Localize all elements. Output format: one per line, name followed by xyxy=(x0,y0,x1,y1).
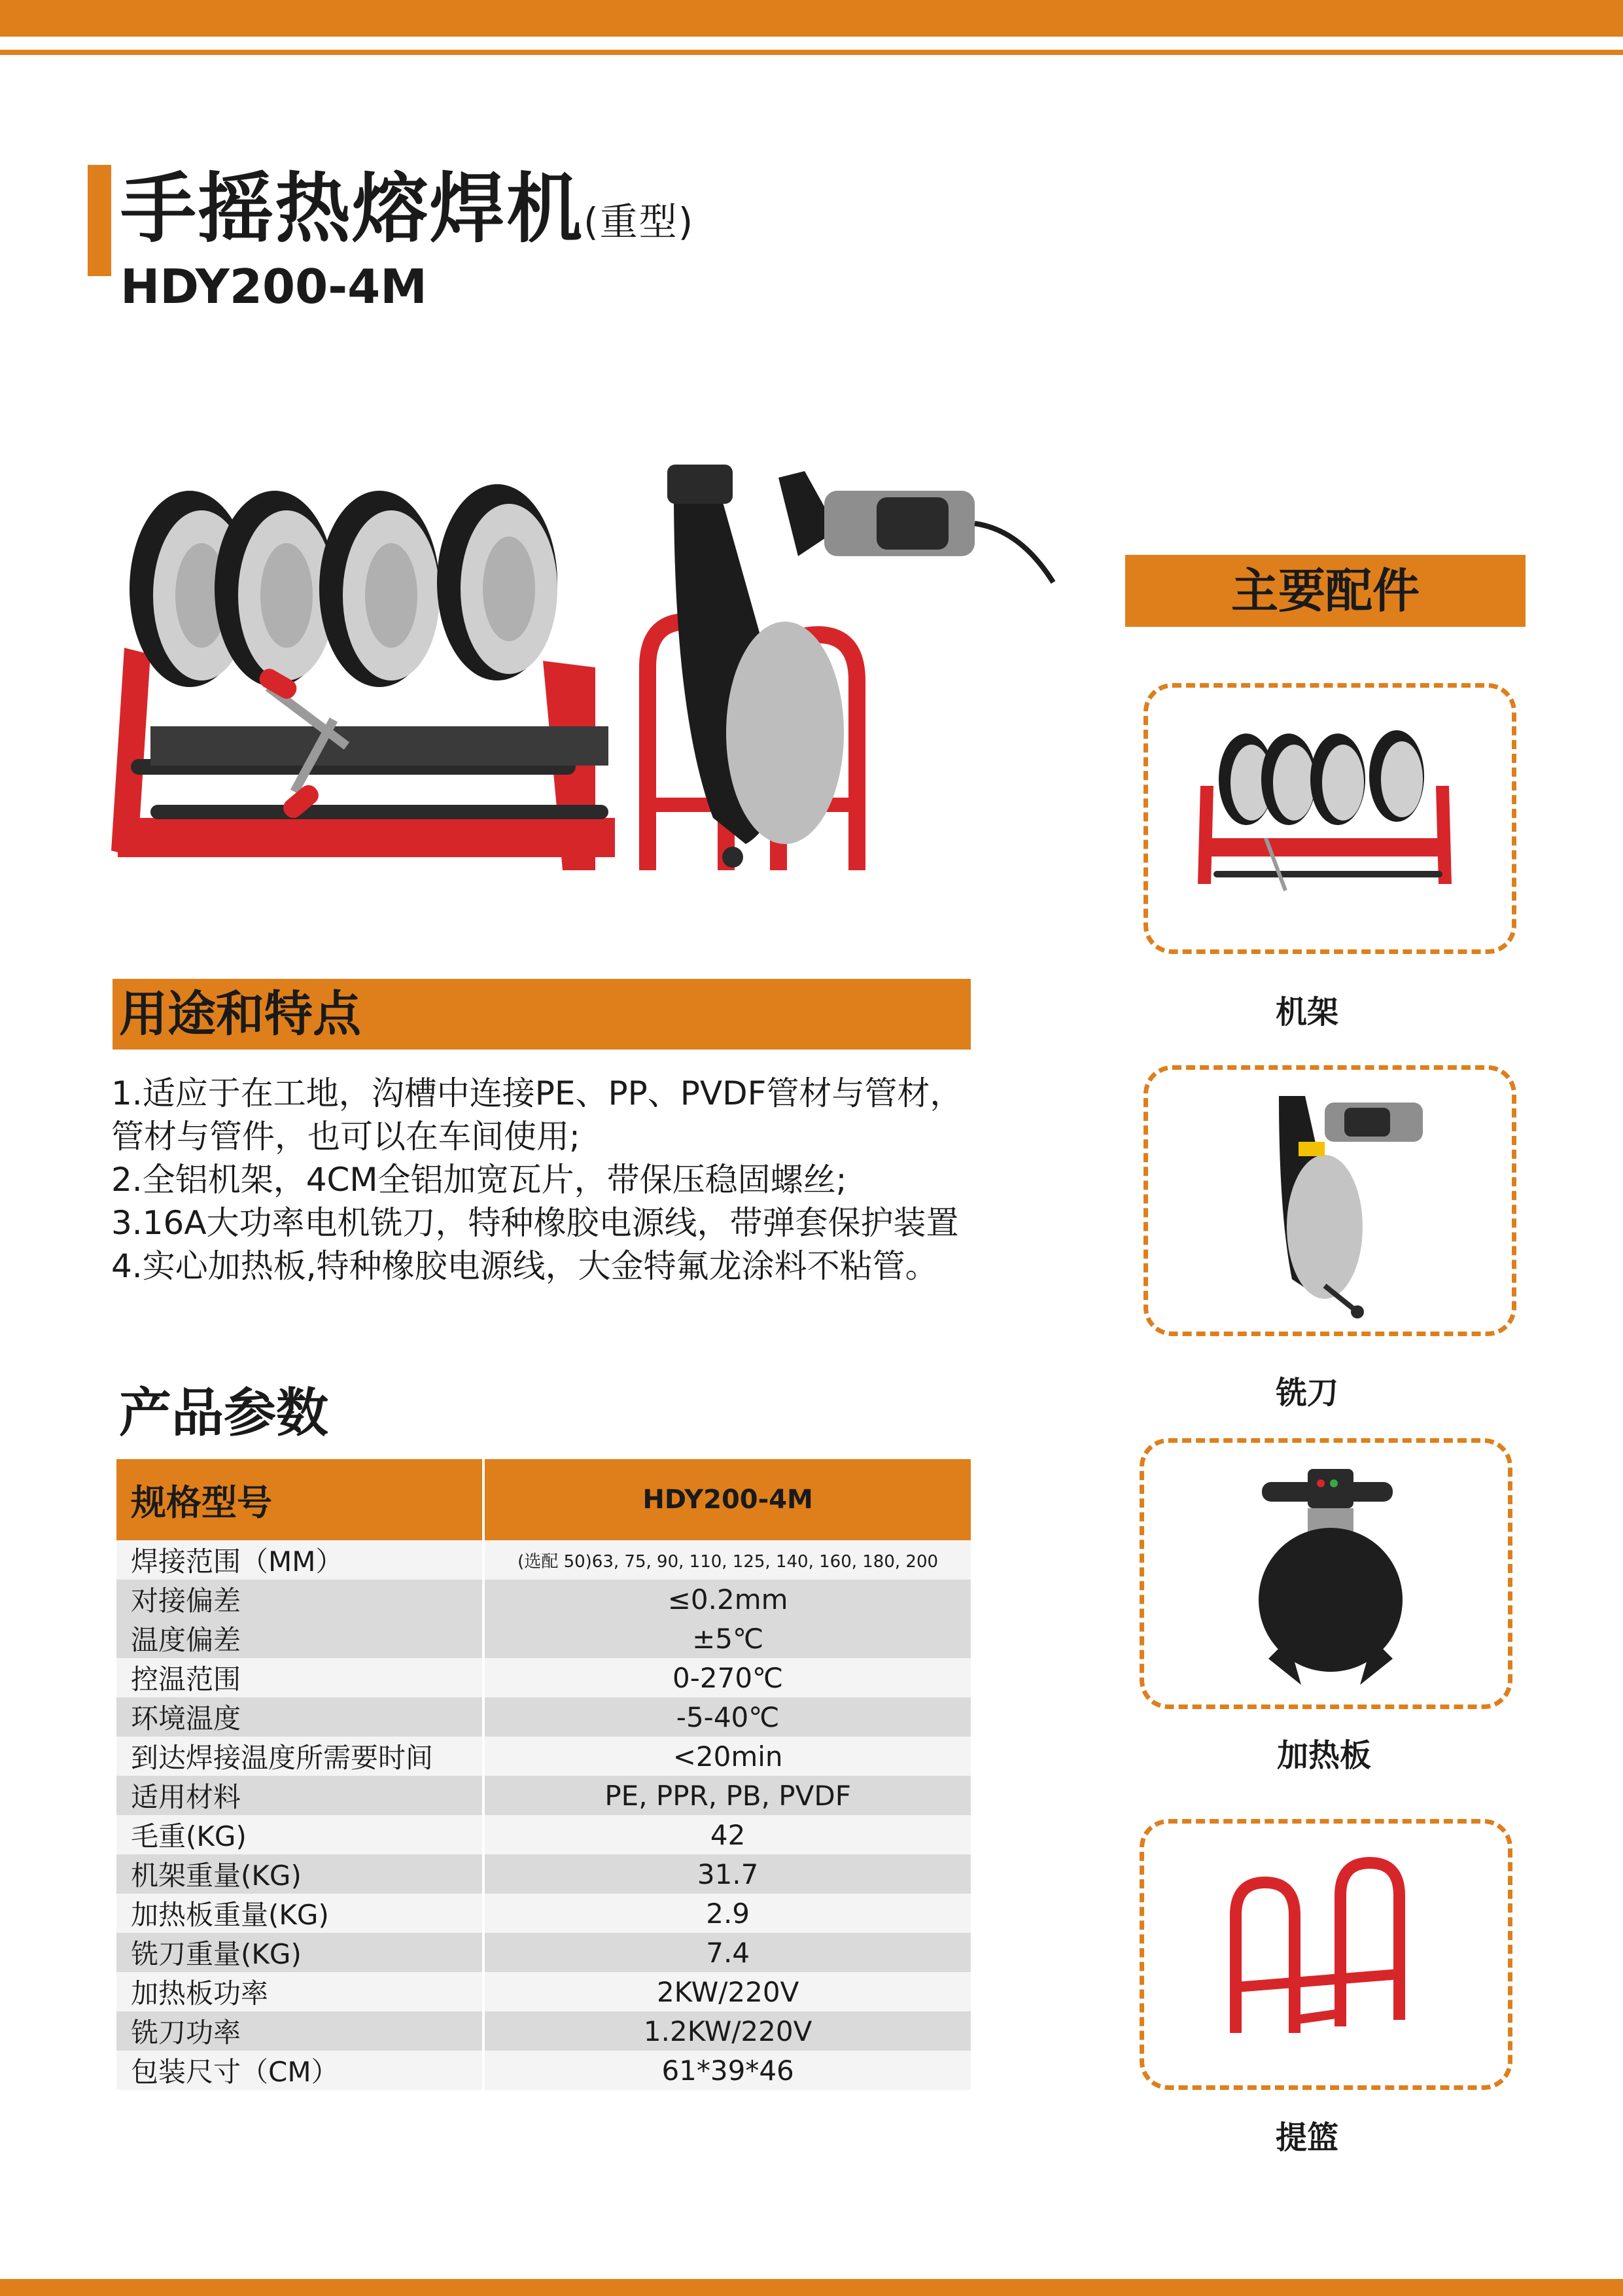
spec-value: PE, PPR, PB, PVDF xyxy=(483,1776,971,1815)
table-row xyxy=(116,1972,971,2011)
basket-thumbnail-image xyxy=(1144,1824,1508,2085)
feature-item: 3.16A大功率电机铣刀，特种橡胶电源线，带弹套保护装置 xyxy=(111,1204,959,1242)
heating-plate-thumbnail-image xyxy=(1144,1443,1508,1704)
table-row xyxy=(116,2011,971,2051)
spec-value: 1.2KW/220V xyxy=(483,2011,971,2051)
spec-label: 到达焊接温度所需要时间 xyxy=(116,1737,483,1776)
features-list xyxy=(111,1072,975,1288)
spec-label: 包装尺寸（CM） xyxy=(116,2051,483,2090)
accessory-label-trimmer: 铣刀 xyxy=(1275,1375,1338,1411)
accessory-label-basket: 提篮 xyxy=(1275,2119,1338,2156)
spec-table xyxy=(116,1459,971,2090)
spec-label: 适用材料 xyxy=(116,1776,483,1815)
trimmer-thumbnail-image xyxy=(1148,1070,1512,1332)
spec-value: ±5℃ xyxy=(483,1619,971,1658)
params-heading: 产品参数 xyxy=(119,1383,328,1443)
accessories-heading: 主要配件 xyxy=(1230,563,1420,618)
spec-table-header xyxy=(116,1459,971,1540)
spec-value: 42 xyxy=(483,1815,971,1854)
spec-label: 加热板功率 xyxy=(116,1972,483,2011)
accessory-card-trimmer xyxy=(1143,1065,1516,1336)
spec-label: 温度偏差 xyxy=(116,1619,483,1658)
main-machine-image xyxy=(72,451,1066,903)
spec-label: 焊接范围（MM） xyxy=(116,1540,483,1580)
top-accent-bar xyxy=(0,0,1623,37)
accessory-label-frame: 机架 xyxy=(1275,994,1338,1031)
spec-label: 铣刀功率 xyxy=(116,2011,483,2051)
table-row xyxy=(116,1933,971,1972)
spec-header-model: HDY200-4M xyxy=(483,1459,971,1540)
title-main: 手摇热熔焊机 xyxy=(120,165,584,253)
model-number: HDY200-4M xyxy=(120,259,427,314)
top-accent-line xyxy=(0,50,1623,55)
spec-value: 61*39*46 xyxy=(483,2051,971,2090)
accessories-section-header xyxy=(1125,555,1526,627)
feature-item: 4.实心加热板,特种橡胶电源线，大金特氟龙涂料不粘管。 xyxy=(111,1247,938,1285)
spec-label: 机架重量(KG) xyxy=(116,1854,483,1894)
spec-label: 控温范围 xyxy=(116,1658,483,1697)
page-title xyxy=(120,164,694,268)
spec-value: 2KW/220V xyxy=(483,1972,971,2011)
uses-heading: 用途和特点 xyxy=(119,986,361,1042)
spec-value: 2.9 xyxy=(483,1894,971,1933)
feature-item: 2.全铝机架，4CM全铝加宽瓦片，带保压稳固螺丝; xyxy=(111,1161,847,1199)
table-row xyxy=(116,1776,971,1815)
spec-value: (选配 50)63, 75, 90, 110, 125, 140, 160, 180, 200 xyxy=(483,1540,971,1580)
table-row xyxy=(116,2051,971,2090)
spec-value: -5-40℃ xyxy=(483,1697,971,1737)
spec-value: 7.4 xyxy=(483,1933,971,1972)
spec-label: 毛重(KG) xyxy=(116,1815,483,1854)
feature-item: 1.适应于在工地，沟槽中连接PE、PP、PVDF管材与管材，管材与管件，也可以在车间使用; xyxy=(111,1074,963,1156)
title-accent-mark xyxy=(88,165,111,276)
table-row xyxy=(116,1540,971,1580)
spec-value: 0-270℃ xyxy=(483,1658,971,1697)
spec-value: 31.7 xyxy=(483,1854,971,1894)
accessory-card-heating-plate xyxy=(1140,1438,1512,1709)
uses-section-header xyxy=(113,979,971,1050)
table-row xyxy=(116,1697,971,1737)
table-row xyxy=(116,1815,971,1854)
bottom-accent-bar xyxy=(0,2279,1623,2296)
table-row xyxy=(116,1854,971,1894)
table-row xyxy=(116,1658,971,1697)
table-row xyxy=(116,1737,971,1776)
table-row xyxy=(116,1580,971,1619)
frame-thumbnail-image xyxy=(1148,688,1512,949)
spec-value: <20min xyxy=(483,1737,971,1776)
spec-label: 环境温度 xyxy=(116,1697,483,1737)
spec-label: 铣刀重量(KG) xyxy=(116,1933,483,1972)
accessory-label-heating-plate: 加热板 xyxy=(1276,1737,1371,1774)
spec-value: ≤0.2mm xyxy=(483,1580,971,1619)
table-row xyxy=(116,1894,971,1933)
accessory-card-frame xyxy=(1143,683,1516,954)
spec-header-label: 规格型号 xyxy=(116,1459,483,1540)
spec-label: 对接偏差 xyxy=(116,1580,483,1619)
spec-label: 加热板重量(KG) xyxy=(116,1894,483,1933)
accessory-card-basket xyxy=(1140,1819,1512,2090)
table-row xyxy=(116,1619,971,1658)
title-suffix: (重型) xyxy=(584,200,695,244)
